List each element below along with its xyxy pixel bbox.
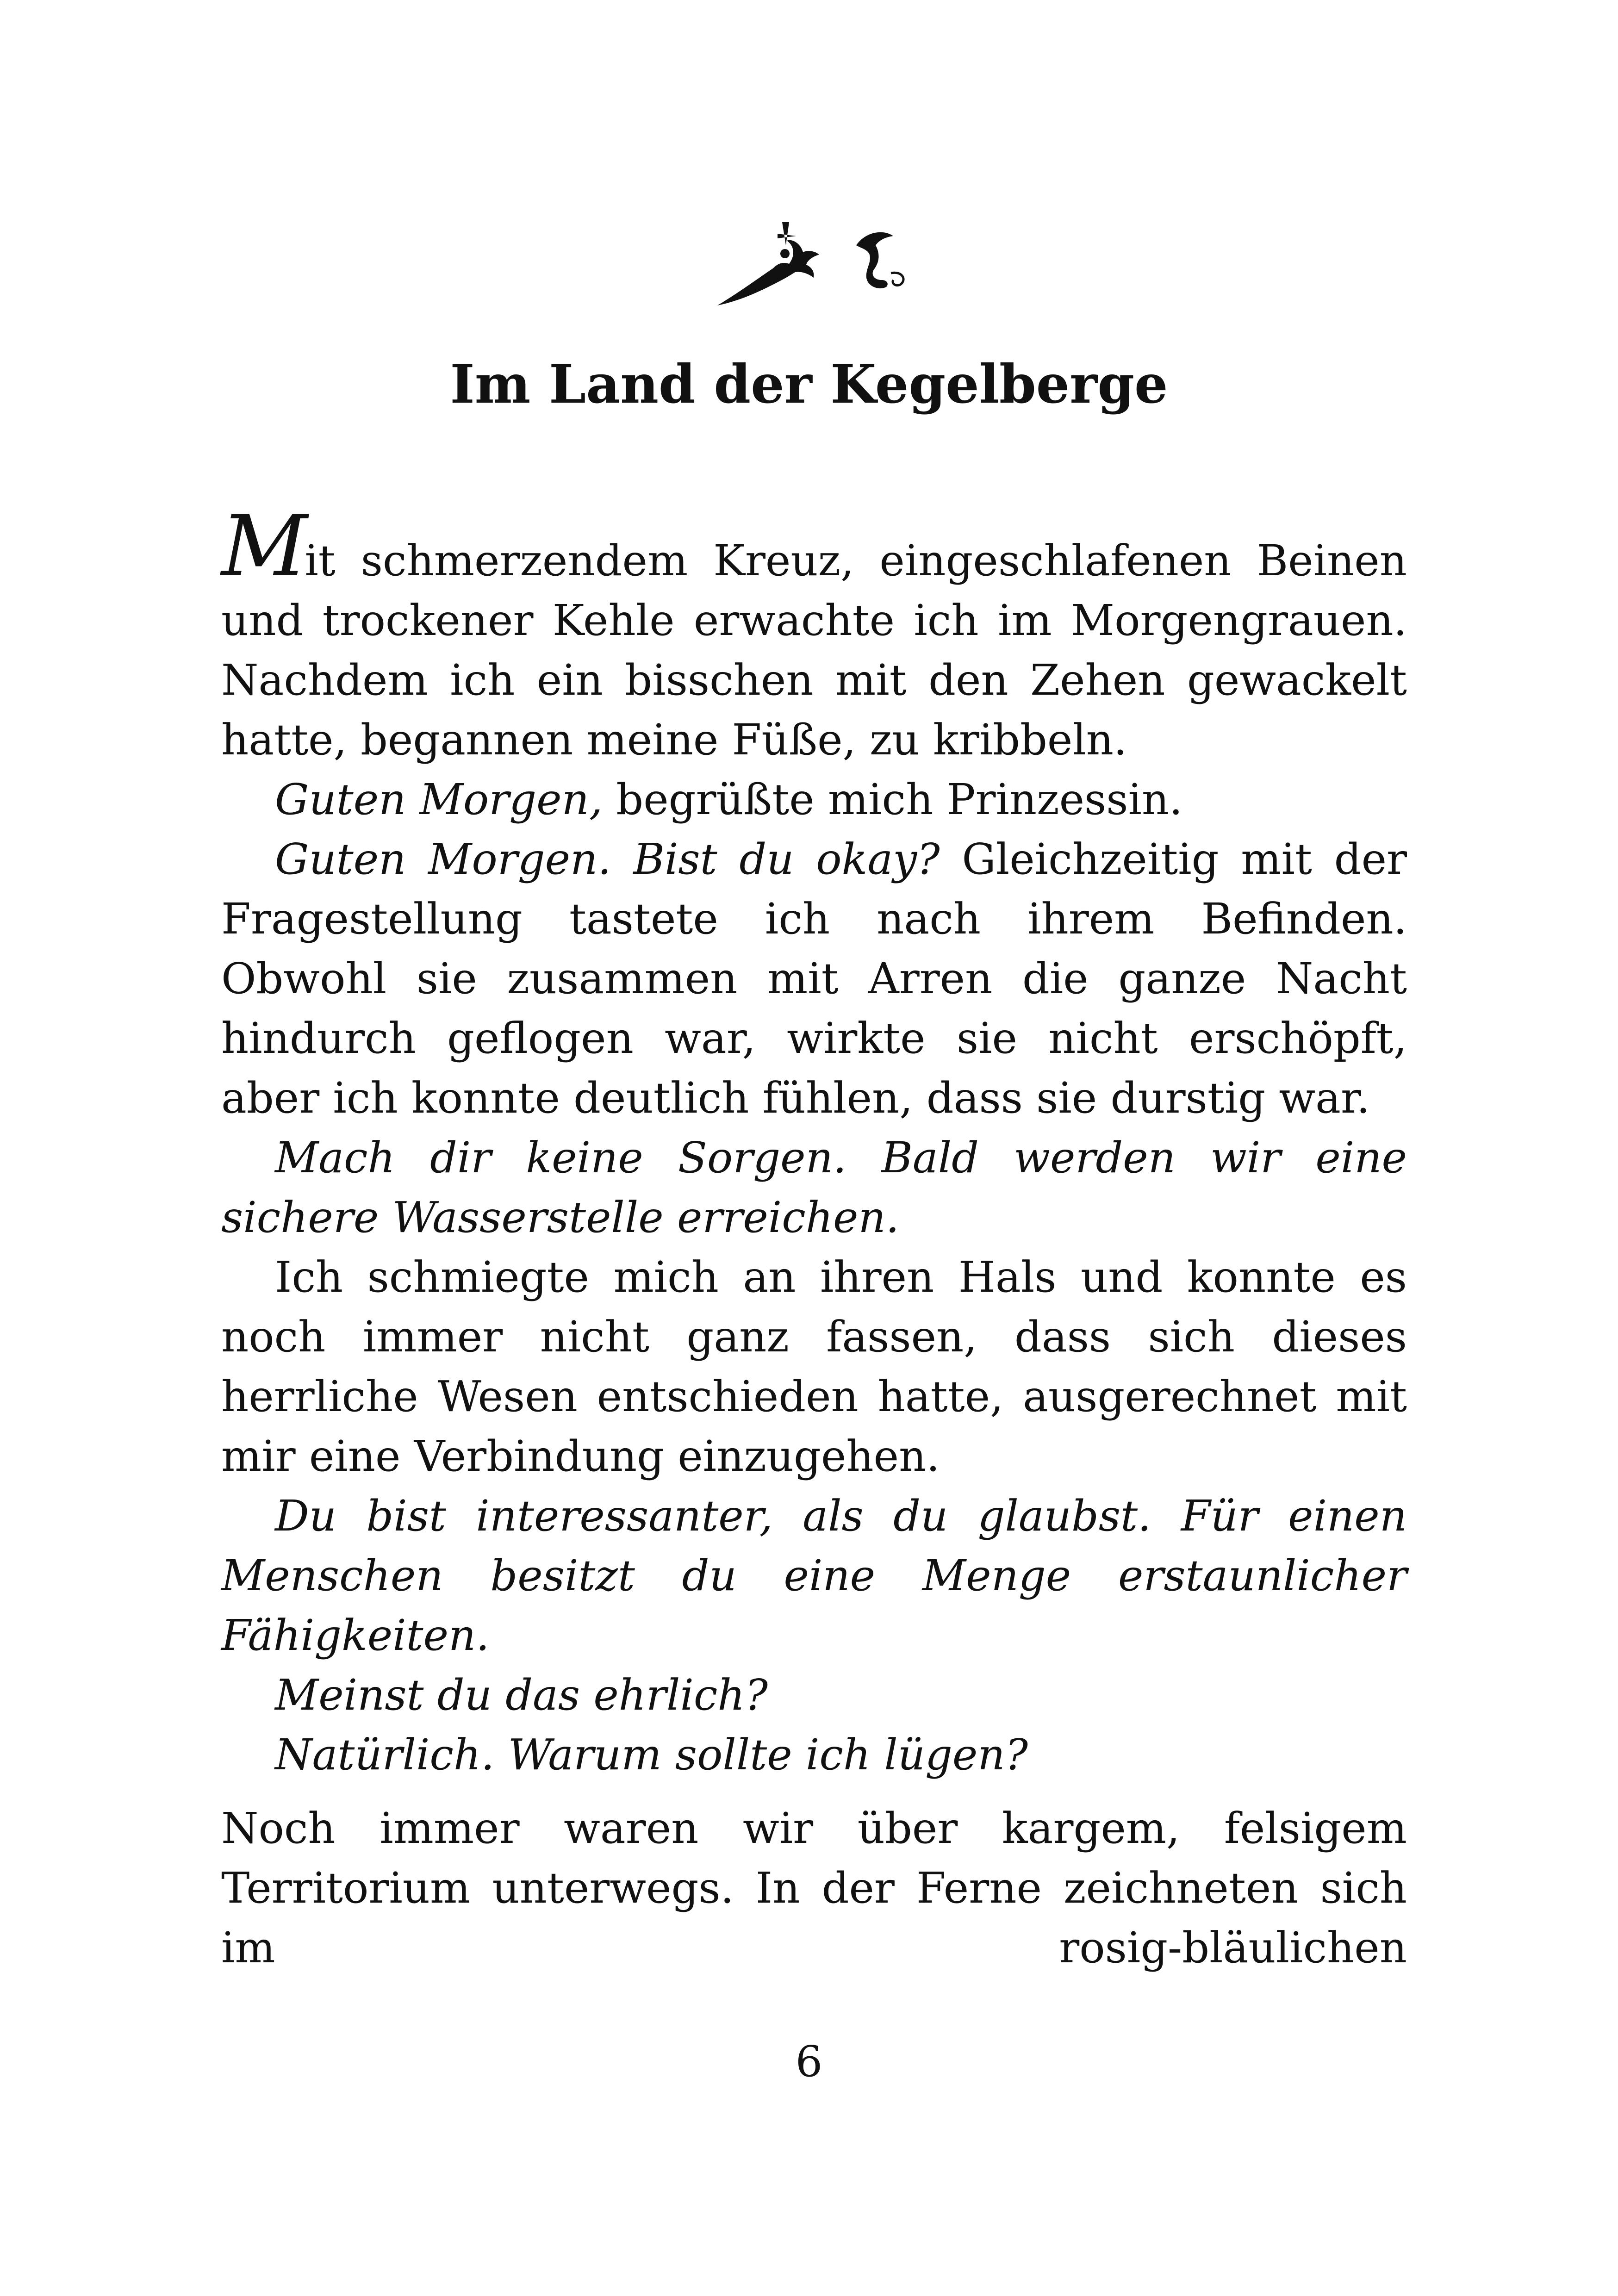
telepathic-speech-paragraph: Natürlich. Warum sollte ich lügen? <box>275 1730 1028 1780</box>
chapter-body <box>221 497 1407 1785</box>
telepathic-speech: Guten Morgen, <box>275 775 603 824</box>
telepathic-speech-paragraph: Mach dir keine Sorgen. Bald werden wir eine sichere Wasserstelle erreichen. <box>221 1133 1407 1242</box>
telepathic-speech: Guten Morgen. Bist du okay? <box>275 834 940 884</box>
small-dragon-icon <box>856 232 903 288</box>
narration-paragraph: Ich schmiegte mich an ihren Hals und konnte es noch immer nicht ganz fassen, dass sich dieses herrliche Wesen entschieden hatte, ausgerechnet mit mir eine Verbindung einzugehen. <box>221 1252 1407 1481</box>
drop-cap: M <box>221 497 303 595</box>
opening-paragraph <box>221 497 1407 770</box>
narration: begrüßte mich Prinzessin. <box>603 775 1183 824</box>
narration-paragraph: Noch immer waren wir über kargem, felsigem Territorium unterwegs. In der Ferne zeichneten sich im rosig-bläulichen <box>221 1804 1407 1972</box>
telepathic-speech-paragraph: Meinst du das ehrlich? <box>275 1670 768 1720</box>
section-two-body <box>221 1798 1407 1978</box>
dragon-with-rider-icon <box>717 222 819 305</box>
chapter-title: Im Land der Kegelberge <box>450 353 1168 415</box>
dialogue-paragraph <box>221 770 1407 829</box>
chapter-ornament <box>708 218 921 310</box>
telepathic-speech-paragraph: Du bist interessanter, als du glaubst. Für einen Menschen besitzt du eine Menge erstaunlicher Fähigkeiten. <box>221 1491 1407 1660</box>
page-number: 6 <box>795 2037 823 2086</box>
narration: Gleichzeitig mit der Fragestellung tastete ich nach ihrem Befinden. Obwohl sie zusammen mit Arren die ganze Nacht hindurch geflogen war, wirkte sie nicht erschöpft, aber ich konnte deutlich fühlen, dass sie durstig war. <box>221 834 1407 1123</box>
opening-paragraph-text: it schmerzendem Kreuz, eingeschlafenen Beinen und trockener Kehle erwachte ich im Morgengrauen. Nachdem ich ein bisschen mit den Zehen gewackelt hatte, begannen meine Füße, zu kribbeln. <box>221 536 1407 765</box>
dialogue-paragraph <box>221 829 1407 1128</box>
